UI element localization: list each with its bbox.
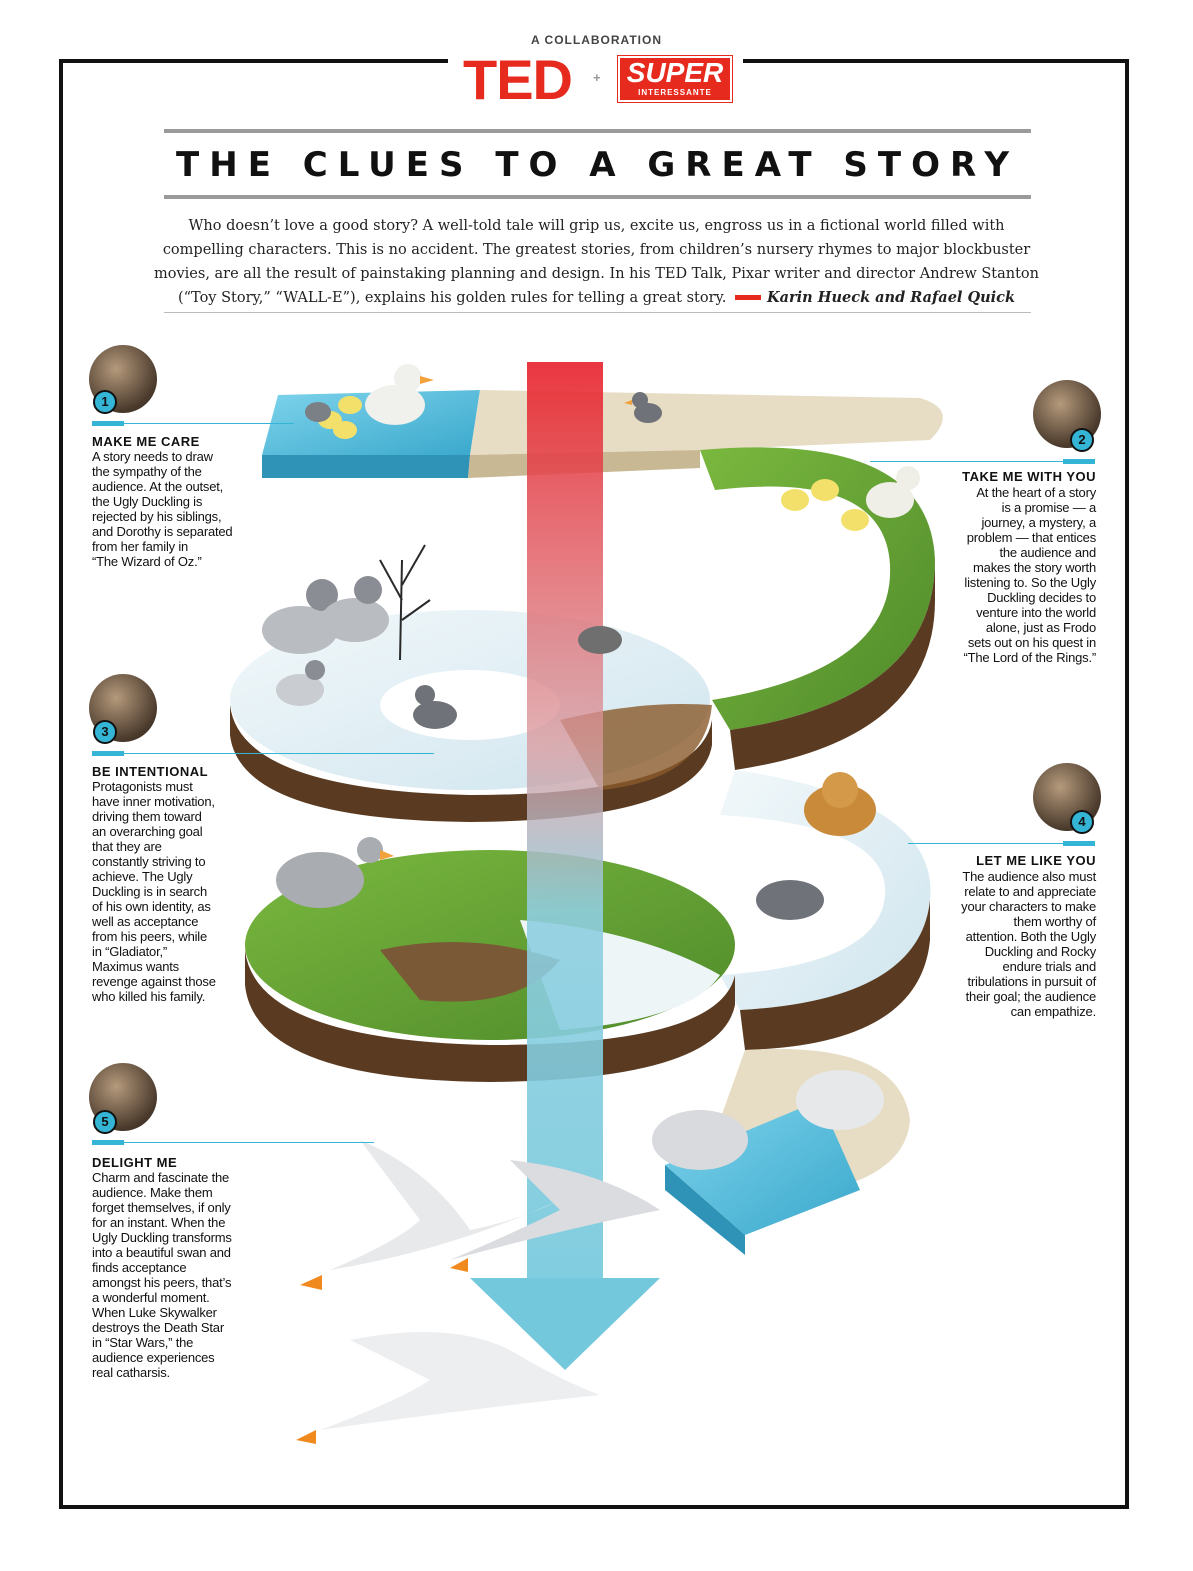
byline: Karin Hueck and Rafael Quick — [767, 289, 1016, 306]
step-3-line: of his own identity, as — [92, 899, 211, 914]
step-5-line: a wonderful moment. — [92, 1290, 210, 1305]
step-2-line: the audience and — [999, 545, 1096, 560]
step-4-heading: LET ME LIKE YOU — [976, 853, 1096, 868]
duckling-flapping — [756, 880, 824, 920]
step-3-line: an overarching goal — [92, 824, 203, 839]
step-4-line: them worthy of — [1013, 914, 1096, 929]
step-2-line: listening to. So the Ugly — [964, 575, 1096, 590]
step-4-line: Duckling and Rocky — [984, 944, 1096, 959]
plus-sign: + — [593, 70, 601, 85]
step-3-line: Duckling is in search — [92, 884, 208, 899]
step-2-line: problem — that entices — [966, 530, 1096, 545]
step-4-badge: 4 — [1070, 810, 1094, 834]
step-1-line: the Ugly Duckling is — [92, 494, 203, 509]
intro-text: Who doesn’t love a good story? A well-told tale will grip us, excite us, engross us in a fictional world filled with compelling characters. This is no accident. The greatest stories, from children’s nursery rhymes to major blockbuster movies, are all the result of painstaking planning and design. In his TED Talk, Pixar writer and director Andrew Stanton (“Toy Story,” “WALL-E”), explains his golden rules for telling a great story. — [153, 218, 1039, 306]
step-4-line: your characters to make — [961, 899, 1096, 914]
page-title: THE CLUES TO A GREAT STORY — [176, 145, 1019, 185]
step-2-line: “The Lord of the Rings.” — [963, 650, 1096, 665]
step-2-badge: 2 — [1070, 428, 1094, 452]
step-4-line: relate to and appreciate — [964, 884, 1096, 899]
step-1-line: “The Wizard of Oz.” — [92, 554, 202, 569]
step-5-line: audience. Make them — [92, 1185, 213, 1200]
step-2-leader — [870, 461, 1063, 462]
step-5-line: real catharsis. — [92, 1365, 170, 1380]
step-2-line: makes the story worth — [973, 560, 1096, 575]
step-4-line: The audience also must — [962, 869, 1096, 884]
step-3-line: achieve. The Ugly — [92, 869, 193, 884]
step-4-line: tribulations in pursuit of — [967, 974, 1096, 989]
step-5-line: Charm and fascinate the — [92, 1170, 230, 1185]
step-3-line: Maximus wants — [92, 959, 179, 974]
cat-snow — [804, 772, 876, 836]
step-3-line: constantly striving to — [92, 854, 206, 869]
step-2-line: Duckling decides to — [987, 590, 1096, 605]
step-2-body — [896, 485, 1096, 665]
step-3-tick — [92, 751, 124, 756]
step-3-line: who killed his family. — [92, 989, 206, 1004]
step-1-heading: MAKE ME CARE — [92, 434, 200, 449]
step-1-line: audience. At the outset, — [92, 479, 224, 494]
step-1-leader — [124, 423, 294, 424]
step-5-line: in “Star Wars,” the — [92, 1335, 194, 1350]
step-2-heading: TAKE ME WITH YOU — [962, 469, 1096, 484]
step-5-line: When Luke Skywalker — [92, 1305, 217, 1320]
step-2-line: is a promise — a — [1001, 500, 1096, 515]
step-3-line: driving them toward — [92, 809, 202, 824]
collaboration-label: A COLLABORATION — [531, 33, 662, 47]
step-5-tick — [92, 1140, 124, 1145]
step-4-line: endure trials and — [1002, 959, 1096, 974]
step-4-leader — [908, 843, 1063, 844]
step-4-body — [896, 869, 1096, 1019]
step-5-line: finds acceptance — [92, 1260, 187, 1275]
step-3-line: well as acceptance — [92, 914, 199, 929]
step-2-line: alone, just as Frodo — [985, 620, 1096, 635]
step-5-badge: 5 — [93, 1110, 117, 1134]
step-1-line: rejected by his siblings, — [92, 509, 222, 524]
step-3-heading: BE INTENTIONAL — [92, 764, 209, 779]
ted-logo: TED — [463, 48, 572, 111]
step-5-line: amongst his peers, that’s — [92, 1275, 232, 1290]
step-5-leader — [124, 1142, 374, 1143]
step-3-leader — [124, 753, 434, 754]
step-5-line: for an instant. When the — [92, 1215, 226, 1230]
step-1-tick — [92, 421, 124, 426]
step-2-line: journey, a mystery, a — [981, 515, 1096, 530]
step-4-line: attention. Both the Ugly — [965, 929, 1096, 944]
step-5-line: Ugly Duckling transforms — [92, 1230, 232, 1245]
step-4-line: their goal; the audience — [965, 989, 1096, 1004]
step-1-line: the sympathy of the — [92, 464, 202, 479]
step-3-line: that they are — [92, 839, 162, 854]
step-2-tick — [1063, 459, 1095, 464]
step-3-badge: 3 — [93, 720, 117, 744]
step-3-line: from his peers, while — [92, 929, 208, 944]
step-1-line: from her family in — [92, 539, 189, 554]
step-4-tick — [1063, 841, 1095, 846]
step-5-body — [92, 1170, 277, 1380]
super-logo-text: SUPER — [626, 57, 724, 88]
super-logo-subtext: INTERESSANTE — [638, 88, 712, 97]
step-2-line: At the heart of a story — [976, 485, 1096, 500]
step-3-body — [92, 779, 272, 1004]
step-5-line: destroys the Death Star — [92, 1320, 224, 1335]
step-4-line: can empathize. — [1010, 1004, 1096, 1019]
step-1-line: A story needs to draw — [92, 449, 213, 464]
step-1-line: and Dorothy is separated — [92, 524, 233, 539]
step-2-line: venture into the world — [976, 605, 1096, 620]
step-3-line: Protagonists must — [92, 779, 193, 794]
step-5-heading: DELIGHT ME — [92, 1155, 178, 1170]
step-5-line: into a beautiful swan and — [92, 1245, 231, 1260]
step-3-line: in “Gladiator,” — [92, 944, 168, 959]
step-3-line: revenge against those — [92, 974, 216, 989]
step-3-line: have inner motivation, — [92, 794, 215, 809]
step-5-line: forget themselves, if only — [92, 1200, 231, 1215]
step-2-line: sets out on his quest in — [967, 635, 1096, 650]
step-1-body — [92, 449, 272, 569]
step-1-badge: 1 — [93, 390, 117, 414]
step-5-line: audience experiences — [92, 1350, 215, 1365]
